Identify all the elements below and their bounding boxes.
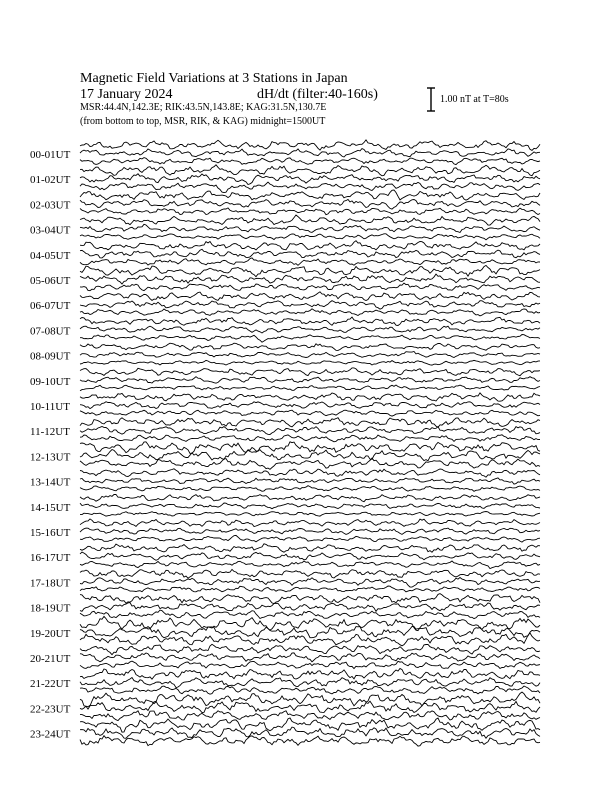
row-label: 21-22UT bbox=[30, 678, 71, 691]
trace-msr bbox=[80, 258, 540, 265]
trace-rik bbox=[80, 627, 540, 638]
row-label: 12-13UT bbox=[30, 451, 71, 464]
trace-msr bbox=[80, 410, 540, 416]
station-order-note: (from bottom to top, MSR, RIK, & KAG) midnight=1500UT bbox=[80, 116, 326, 127]
row-label: 05-06UT bbox=[30, 275, 71, 287]
trace-rik bbox=[80, 503, 540, 509]
trace-rik bbox=[80, 552, 540, 560]
trace-kag bbox=[80, 519, 540, 527]
row-label: 22-23UT bbox=[30, 703, 71, 716]
row-label: 03-04UT bbox=[30, 224, 71, 237]
station-coordinates: MSR:44.4N,142.3E; RIK:43.5N,143.8E; KAG:31.5N,130.7E bbox=[80, 102, 327, 113]
trace-kag bbox=[80, 644, 540, 654]
row-label: 18-19UT bbox=[30, 602, 71, 615]
trace-kag bbox=[80, 418, 540, 428]
row-label: 15-16UT bbox=[30, 527, 71, 539]
row-label: 19-20UT bbox=[30, 627, 71, 640]
trace-rik bbox=[80, 478, 540, 484]
trace-msr bbox=[80, 360, 540, 365]
trace-rik bbox=[80, 402, 540, 409]
row-label: 00-01UT bbox=[30, 149, 71, 161]
trace-kag bbox=[80, 190, 540, 200]
trace-kag bbox=[80, 616, 540, 630]
trace-rik bbox=[80, 200, 540, 210]
row-label: 06-07UT bbox=[30, 300, 71, 313]
trace-msr bbox=[80, 385, 540, 391]
trace-msr bbox=[80, 335, 540, 343]
row-label: 20-21UT bbox=[30, 653, 71, 665]
trace-msr bbox=[80, 458, 540, 469]
scale-bar bbox=[427, 88, 435, 111]
trace-msr bbox=[80, 182, 540, 193]
trace-msr bbox=[80, 633, 540, 646]
trace-rik bbox=[80, 326, 540, 333]
row-label: 01-02UT bbox=[30, 174, 71, 187]
trace-msr bbox=[80, 486, 540, 492]
trace-msr bbox=[80, 283, 540, 291]
row-label: 04-05UT bbox=[30, 249, 71, 262]
trace-msr bbox=[80, 736, 540, 746]
row-label: 02-03UT bbox=[30, 199, 71, 212]
trace-rik bbox=[80, 249, 540, 258]
trace-msr bbox=[80, 561, 540, 569]
chart-quantity: dH/dt (filter:40-160s) bbox=[257, 87, 378, 102]
trace-rik bbox=[80, 301, 540, 309]
trace-rik bbox=[80, 678, 540, 688]
trace-msr bbox=[80, 234, 540, 240]
trace-kag bbox=[80, 594, 540, 604]
trace-rik bbox=[80, 603, 540, 612]
trace-msr bbox=[80, 512, 540, 517]
trace-kag bbox=[80, 569, 540, 578]
trace-rik bbox=[80, 701, 540, 712]
row-label: 13-14UT bbox=[30, 476, 71, 489]
row-label: 11-12UT bbox=[30, 426, 70, 439]
trace-kag bbox=[80, 241, 540, 250]
trace-kag bbox=[80, 317, 540, 325]
trace-rik bbox=[80, 653, 540, 662]
trace-rik bbox=[80, 224, 540, 232]
trace-msr bbox=[80, 309, 540, 316]
trace-kag bbox=[80, 292, 540, 301]
trace-kag bbox=[80, 669, 540, 680]
trace-msr bbox=[80, 435, 540, 442]
trace-kag bbox=[80, 469, 540, 477]
trace-rik bbox=[80, 377, 540, 384]
trace-msr bbox=[80, 535, 540, 542]
trace-rik bbox=[80, 352, 540, 358]
trace-kag bbox=[80, 215, 540, 225]
row-label: 08-09UT bbox=[30, 350, 71, 363]
trace-rik bbox=[80, 274, 540, 284]
row-label: 16-17UT bbox=[30, 552, 71, 565]
scale-bar-label: 1.00 nT at T=80s bbox=[440, 94, 509, 105]
row-label: 14-15UT bbox=[30, 501, 71, 514]
trace-msr bbox=[80, 661, 540, 669]
trace-kag bbox=[80, 494, 540, 501]
trace-kag bbox=[80, 343, 540, 350]
trace-rik bbox=[80, 578, 540, 588]
row-label: 09-10UT bbox=[30, 375, 71, 388]
trace-kag bbox=[80, 692, 540, 709]
trace-kag bbox=[80, 544, 540, 552]
trace-kag bbox=[80, 165, 540, 176]
trace-msr bbox=[80, 711, 540, 721]
trace-kag bbox=[80, 368, 540, 376]
trace-kag bbox=[80, 265, 540, 276]
trace-msr bbox=[80, 586, 540, 592]
trace-rik bbox=[80, 149, 540, 157]
row-label: 10-11UT bbox=[30, 401, 70, 413]
trace-rik bbox=[80, 427, 540, 435]
row-label: 17-18UT bbox=[30, 577, 71, 590]
rows-layer bbox=[30, 140, 540, 746]
trace-msr bbox=[80, 208, 540, 215]
trace-kag bbox=[80, 393, 540, 401]
trace-msr bbox=[80, 158, 540, 165]
trace-msr bbox=[80, 610, 540, 619]
trace-kag bbox=[80, 140, 540, 151]
trace-kag bbox=[80, 718, 540, 732]
trace-rik bbox=[80, 528, 540, 534]
chart-date: 17 January 2024 bbox=[80, 87, 173, 102]
chart-title: Magnetic Field Variations at 3 Stations in Japan bbox=[80, 71, 348, 86]
row-label: 07-08UT bbox=[30, 325, 71, 338]
trace-rik bbox=[80, 727, 540, 738]
row-label: 23-24UT bbox=[30, 728, 71, 741]
trace-msr bbox=[80, 686, 540, 694]
trace-kag bbox=[80, 442, 540, 454]
